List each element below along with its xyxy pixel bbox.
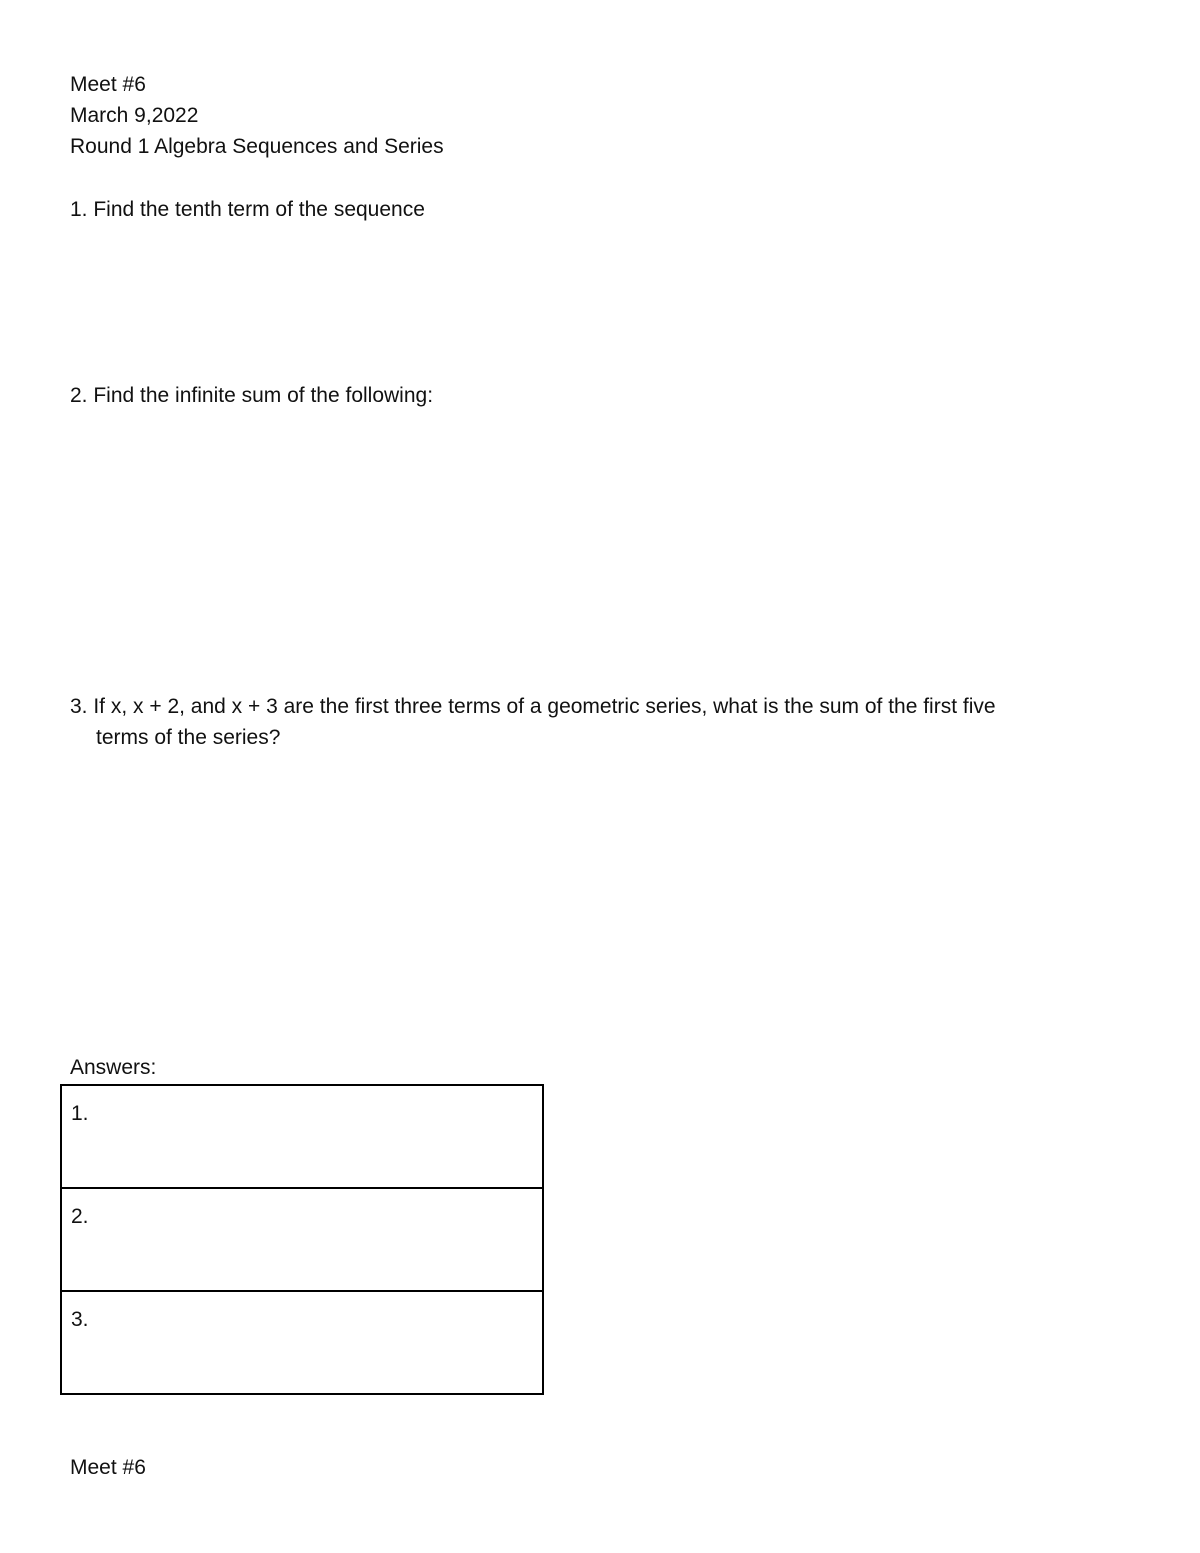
meet-title: Meet #6 [70,73,146,96]
meet-date: March 9,2022 [70,104,199,127]
answer-number-1: 1. [71,1102,89,1125]
answer-row-2[interactable] [62,1189,542,1292]
question-3-line-2: terms of the series? [96,726,281,749]
round-title: Round 1 Algebra Sequences and Series [70,135,444,158]
answer-number-3: 3. [71,1308,89,1331]
answer-row-3[interactable] [62,1292,542,1393]
answer-table [60,1084,544,1395]
answer-row-1[interactable] [62,1086,542,1189]
question-2: 2. Find the infinite sum of the following: [70,384,434,407]
footer-meet: Meet #6 [70,1456,146,1479]
question-3-line-1: 3. If x, x + 2, and x + 3 are the first three terms of a geometric series, what is the sum of the first five [70,695,996,718]
question-1: 1. Find the tenth term of the sequence [70,198,425,221]
answers-label: Answers: [70,1056,157,1079]
answer-number-2: 2. [71,1205,89,1228]
